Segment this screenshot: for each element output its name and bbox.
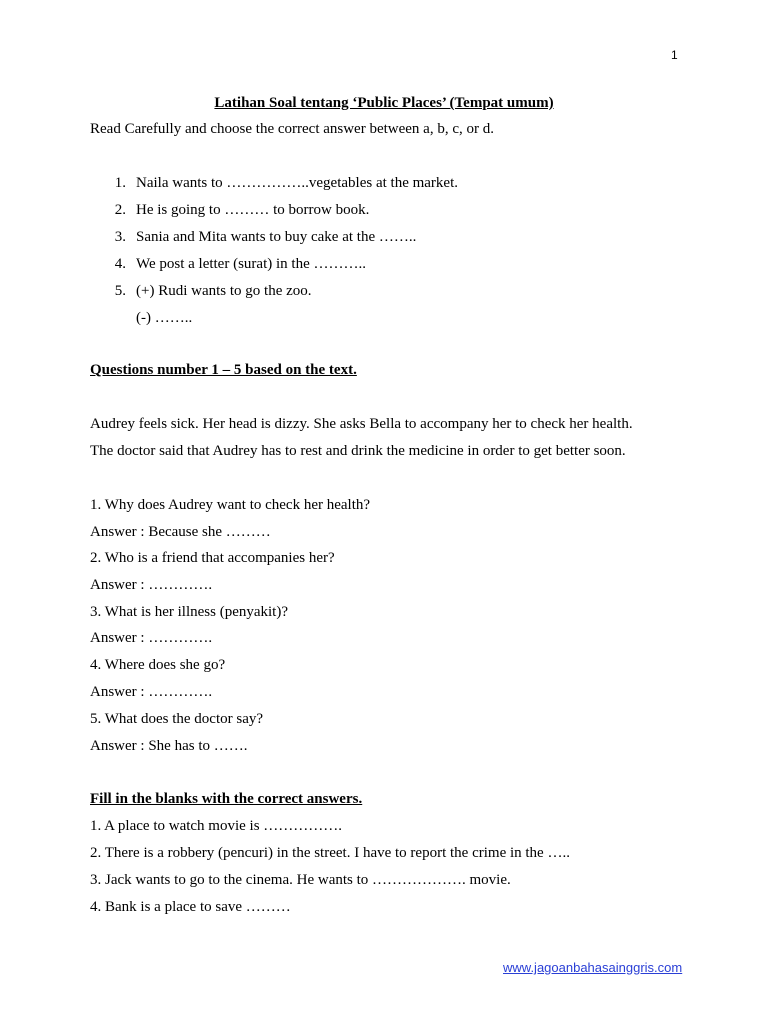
website-link[interactable]: www.jagoanbahasainggris.com <box>503 960 683 975</box>
page-number: 1 <box>671 48 678 62</box>
list-item-number: 3. <box>114 229 126 245</box>
list-item-text: He is going to ……… to borrow book. <box>136 202 370 218</box>
question-line: 4. Where does she go? <box>90 657 226 673</box>
section-heading: Questions number 1 – 5 based on the text. <box>90 362 357 378</box>
question-line: 1. Why does Audrey want to check her health? <box>90 497 371 513</box>
fill-blank-item: 3. Jack wants to go to the cinema. He wants to ………………. movie. <box>90 872 511 888</box>
question-line: 3. What is her illness (penyakit)? <box>90 604 289 620</box>
answer-line: Answer : She has to ……. <box>90 738 248 754</box>
list-item-text: We post a letter (surat) in the ……….. <box>136 256 366 272</box>
list-item-number: 1. <box>114 175 126 191</box>
list-item-text: (-) …….. <box>136 310 193 326</box>
passage-line: The doctor said that Audrey has to rest and drink the medicine in order to get better soon. <box>90 443 626 459</box>
worksheet-title: Latihan Soal tentang ‘Public Places’ (Tempat umum) <box>214 95 554 111</box>
answer-line: Answer : …………. <box>90 630 213 646</box>
list-item-number: 4. <box>114 256 126 272</box>
list-item-number: 5. <box>114 283 126 299</box>
list-item-text: Sania and Mita wants to buy cake at the …….. <box>136 229 417 245</box>
fill-blank-item: 1. A place to watch movie is ……………. <box>90 818 343 834</box>
answer-line: Answer : Because she ……… <box>90 524 271 540</box>
question-line: 2. Who is a friend that accompanies her? <box>90 550 335 566</box>
list-item-text: (+) Rudi wants to go the zoo. <box>136 283 312 299</box>
passage-line: Audrey feels sick. Her head is dizzy. She asks Bella to accompany her to check her health. <box>90 416 633 432</box>
list-item-number: 2. <box>114 202 126 218</box>
fill-blank-item: 4. Bank is a place to save ……… <box>90 899 291 915</box>
section-heading: Fill in the blanks with the correct answers. <box>90 791 363 807</box>
instruction-text: Read Carefully and choose the correct answer between a, b, c, or d. <box>90 121 494 137</box>
fill-blank-item: 2. There is a robbery (pencuri) in the street. I have to report the crime in the ….. <box>90 845 570 861</box>
answer-line: Answer : …………. <box>90 577 213 593</box>
question-line: 5. What does the doctor say? <box>90 711 264 727</box>
answer-line: Answer : …………. <box>90 684 213 700</box>
list-item-text: Naila wants to ……………..vegetables at the market. <box>136 175 458 191</box>
